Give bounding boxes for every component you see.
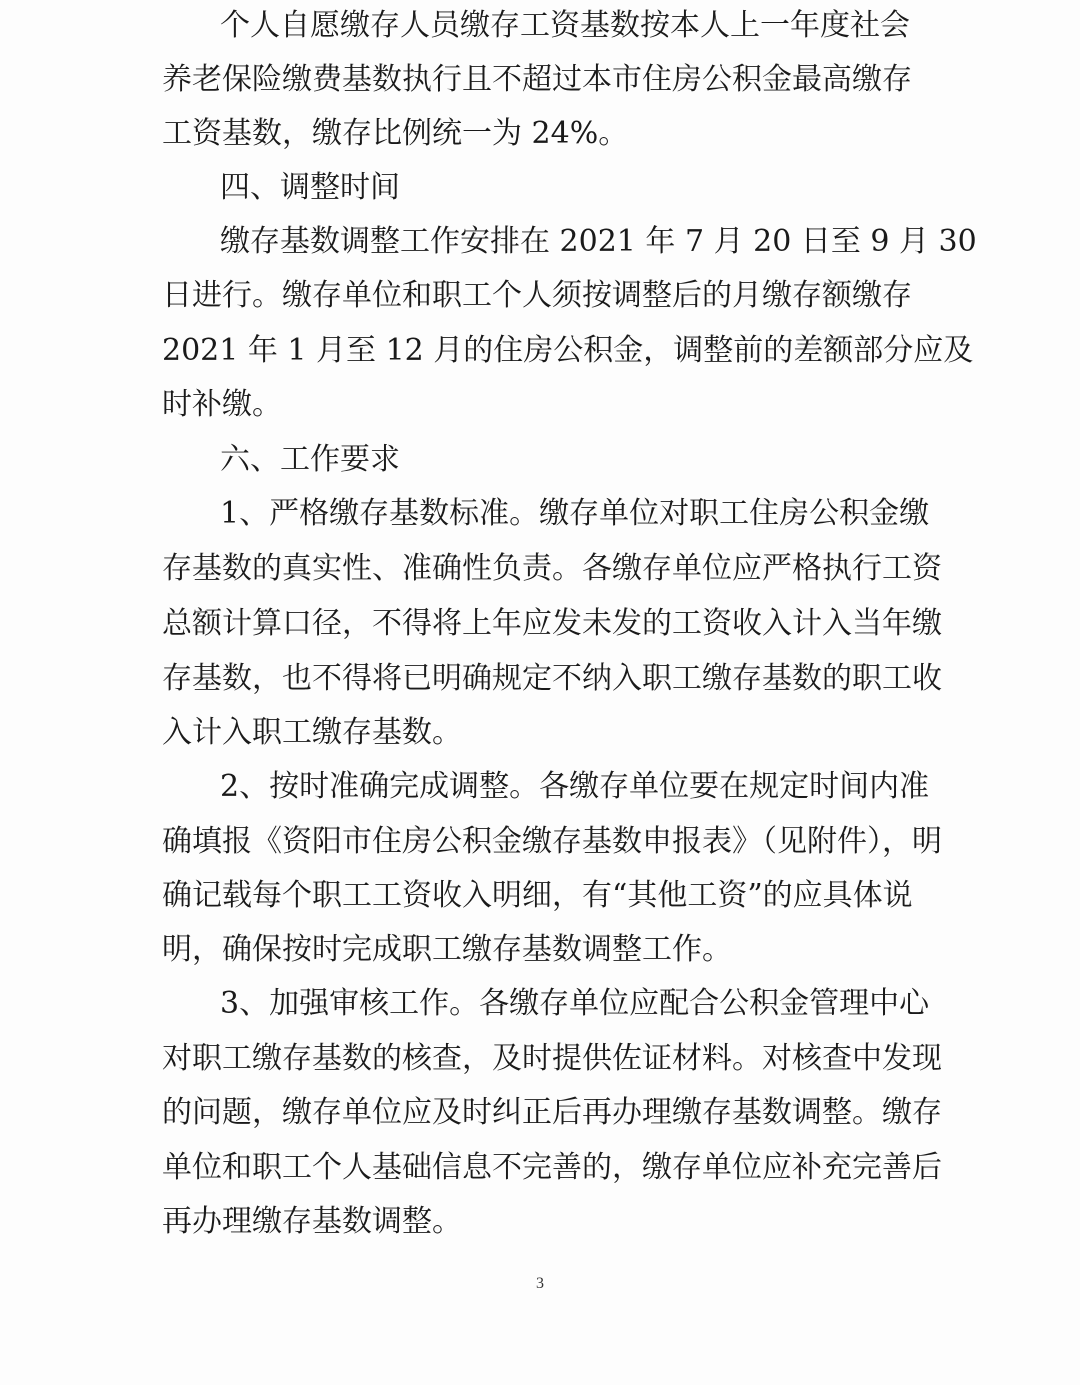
paragraph-line: 缴存基数调整工作安排在 2021 年 7 月 20 日至 9 月 30 (220, 224, 977, 259)
paragraph-line: 存基数，也不得将已明确规定不纳入职工缴存基数的职工收 (162, 661, 942, 696)
paragraph-line: 入计入职工缴存基数。 (162, 715, 462, 750)
paragraph-line: 总额计算口径，不得将上年应发未发的工资收入计入当年缴 (162, 606, 942, 641)
paragraph-line: 2021 年 1 月至 12 月的住房公积金，调整前的差额部分应及 (162, 333, 974, 368)
paragraph-line: 存基数的真实性、准确性负责。各缴存单位应严格执行工资 (162, 551, 942, 586)
paragraph-line: 确记载每个职工工资收入明细，有“其他工资”的应具体说 (162, 878, 913, 913)
paragraph-line: 工资基数，缴存比例统一为 24%。 (162, 116, 629, 151)
paragraph-line: 2、按时准确完成调整。各缴存单位要在规定时间内准 (220, 769, 930, 804)
paragraph-line: 日进行。缴存单位和职工个人须按调整后的月缴存额缴存 (162, 278, 912, 313)
page-number: 3 (536, 1275, 544, 1292)
paragraph-line: 再办理缴存基数调整。 (162, 1204, 462, 1239)
section-heading-work-requirements: 六、工作要求 (220, 442, 400, 477)
paragraph-line: 对职工缴存基数的核查，及时提供佐证材料。对核查中发现 (162, 1041, 942, 1076)
paragraph-line: 3、加强审核工作。各缴存单位应配合公积金管理中心 (220, 986, 930, 1021)
paragraph-line: 养老保险缴费基数执行且不超过本市住房公积金最高缴存 (162, 62, 912, 97)
paragraph-line: 确填报《资阳市住房公积金缴存基数申报表》（见附件），明 (162, 824, 942, 859)
paragraph-line: 单位和职工个人基础信息不完善的，缴存单位应补充完善后 (162, 1150, 942, 1185)
paragraph-line: 1、严格缴存基数标准。缴存单位对职工住房公积金缴 (220, 496, 930, 531)
paragraph-line: 时补缴。 (162, 387, 282, 422)
paragraph-line: 个人自愿缴存人员缴存工资基数按本人上一年度社会 (220, 8, 910, 43)
paragraph-line: 明，确保按时完成职工缴存基数调整工作。 (162, 932, 732, 967)
paragraph-line: 的问题，缴存单位应及时纠正后再办理缴存基数调整。缴存 (162, 1095, 942, 1130)
section-heading-adjustment-time: 四、调整时间 (220, 170, 400, 205)
